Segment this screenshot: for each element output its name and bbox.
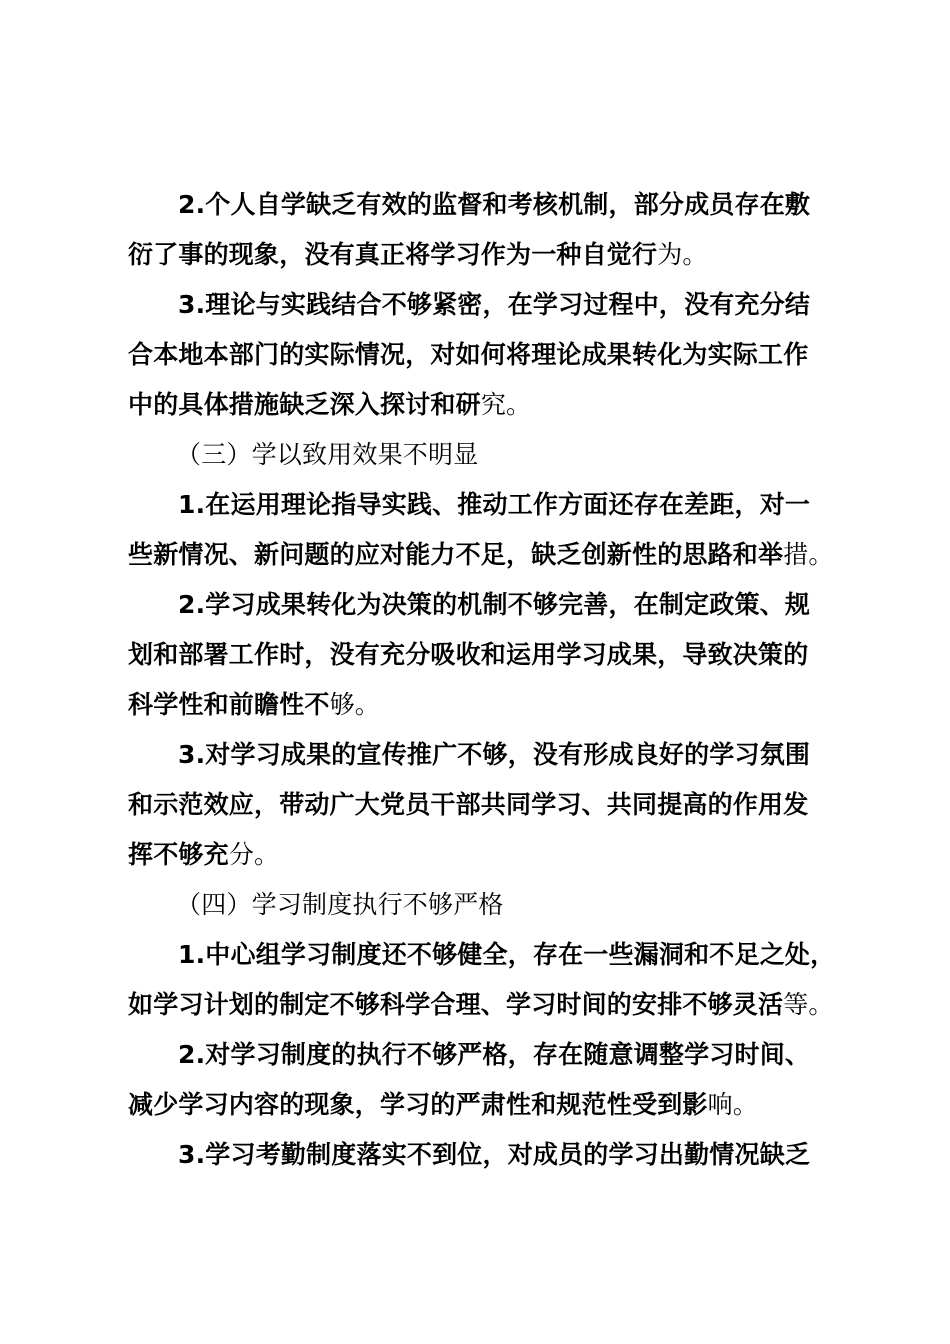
normal-text: 响。 <box>707 1090 759 1119</box>
paragraph-line <box>128 688 380 722</box>
normal-text: 究。 <box>480 390 532 419</box>
paragraph-line <box>128 988 834 1022</box>
bold-text: 2.学习成果转化为决策的机制不够完善，在制定政策、规 <box>178 590 811 619</box>
bold-text: 2.对学习制度的执行不够严格，存在随意调整学习时间、 <box>178 1040 811 1069</box>
paragraph-line <box>128 788 808 822</box>
paragraph-line <box>128 638 808 672</box>
paragraph-line <box>128 838 279 872</box>
paragraph-line <box>178 288 810 322</box>
bold-text: 2.个人自学缺乏有效的监督和考核机制，部分成员存在敷 <box>178 190 811 219</box>
bold-text: 3.学习考勤制度落实不到位，对成员的学习出勤情况缺乏 <box>178 1140 811 1169</box>
bold-text: 合本地本部门的实际情况，对如何将理论成果转化为实际工作 <box>128 340 809 369</box>
paragraph-line <box>178 1038 810 1072</box>
bold-text: 减少学习内容的现象，学习的严肃性和规范性受到影 <box>128 1090 708 1119</box>
normal-text: 措。 <box>783 540 834 569</box>
bold-text: 科学性和前瞻性不 <box>128 690 330 719</box>
paragraph-line <box>178 588 810 622</box>
paragraph-line <box>128 238 708 272</box>
bold-text: 1.在运用理论指导实践、推动工作方面还存在差距，对一 <box>178 490 811 519</box>
bold-text: 1.中心组学习制度还不够健全，存在一些漏洞和不足之处， <box>178 940 836 969</box>
bold-text: 划和部署工作时，没有充分吸收和运用学习成果，导致决策的 <box>128 640 809 669</box>
bold-text: 中的具体措施缺乏深入探讨和研 <box>128 390 481 419</box>
bold-text: 3.对学习成果的宣传推广不够，没有形成良好的学习氛围 <box>178 740 811 769</box>
bold-text: 挥不够充 <box>128 840 229 869</box>
paragraph-line <box>178 938 835 972</box>
section-heading: （三）学以致用效果不明显 <box>176 440 479 469</box>
paragraph-line <box>178 488 810 522</box>
paragraph-line <box>128 1088 758 1122</box>
paragraph-line <box>128 538 834 572</box>
paragraph-line <box>128 338 808 372</box>
normal-text: 分。 <box>228 840 280 869</box>
paragraph-line <box>178 738 810 772</box>
paragraph-line <box>128 388 531 422</box>
normal-text: 等。 <box>783 990 834 1019</box>
bold-text: 些新情况、新问题的应对能力不足，缺乏创新性的思路和举 <box>128 540 784 569</box>
normal-text: 为。 <box>657 240 708 269</box>
section-heading: （四）学习制度执行不够严格 <box>176 890 504 919</box>
bold-text: 如学习计划的制定不够科学合理、学习时间的安排不够灵活 <box>128 990 784 1019</box>
paragraph-line <box>178 188 810 222</box>
normal-text: 够。 <box>329 690 381 719</box>
bold-text: 3.理论与实践结合不够紧密，在学习过程中，没有充分结 <box>178 290 811 319</box>
bold-text: 衍了事的现象，没有真正将学习作为一种自觉行 <box>128 240 658 269</box>
paragraph-line <box>178 1138 810 1172</box>
bold-text: 和示范效应，带动广大党员干部共同学习、共同提高的作用发 <box>128 790 809 819</box>
